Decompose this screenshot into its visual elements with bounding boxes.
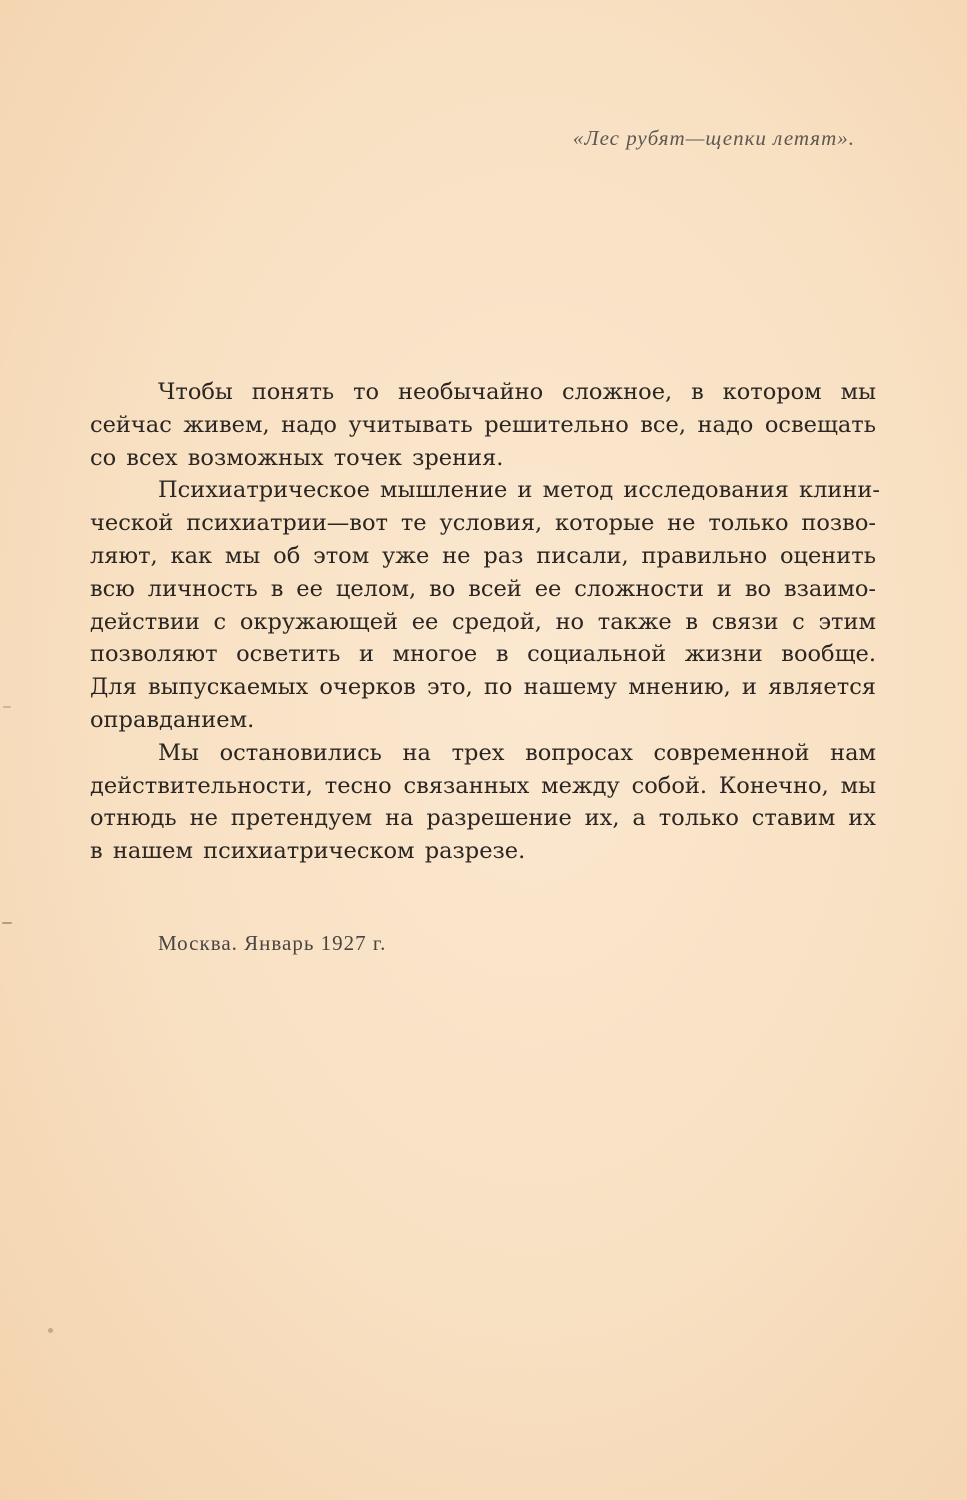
text-line: отнюдь не претендуем на разрешение их, а только ставим их	[90, 805, 876, 832]
text-line: ляют, как мы об этом уже не раз писали, правильно оценить	[90, 542, 876, 569]
paragraph-2	[90, 474, 880, 736]
paper-speck	[3, 706, 11, 708]
paragraph-1	[90, 376, 876, 474]
text-line: Чтобы понять то необычайно сложное, в котором мы	[158, 379, 876, 405]
text-line: Психиатрическое мышление и метод исследования клини-	[158, 477, 880, 504]
text-line: действии с окружающей ее средой, но также в связи с этим	[90, 608, 876, 635]
paper-speck	[48, 1328, 53, 1333]
text-line: со всех возможных точек зрения.	[90, 444, 504, 471]
place-date-signature: Москва. Январь 1927 г.	[158, 931, 387, 955]
text-line: сейчас живем, надо учитывать решительно все, надо освещать	[90, 411, 876, 438]
epigraph: «Лес рубят—щепки летят».	[572, 126, 855, 150]
text-line: позволяют осветить и многое в социальной жизни вообще.	[90, 641, 876, 668]
text-line: Мы остановились на трех вопросах современной нам	[158, 739, 876, 766]
text-line: ческой психиатрии—вот те условия, которые не только позво-	[90, 510, 876, 537]
text-line: действительности, тесно связанных между собой. Конечно, мы	[90, 772, 876, 799]
text-line: Для выпускаемых очерков это, по нашему мнению, и является	[90, 674, 876, 701]
text-line: в нашем психиатрическом разрезе.	[90, 838, 526, 865]
body-text	[90, 376, 880, 868]
text-line: всю личность в ее целом, во всей ее сложности и во взаимо-	[90, 575, 876, 602]
paragraph-3	[90, 737, 876, 868]
text-line: оправданием.	[90, 706, 255, 733]
paper-speck	[2, 922, 12, 924]
